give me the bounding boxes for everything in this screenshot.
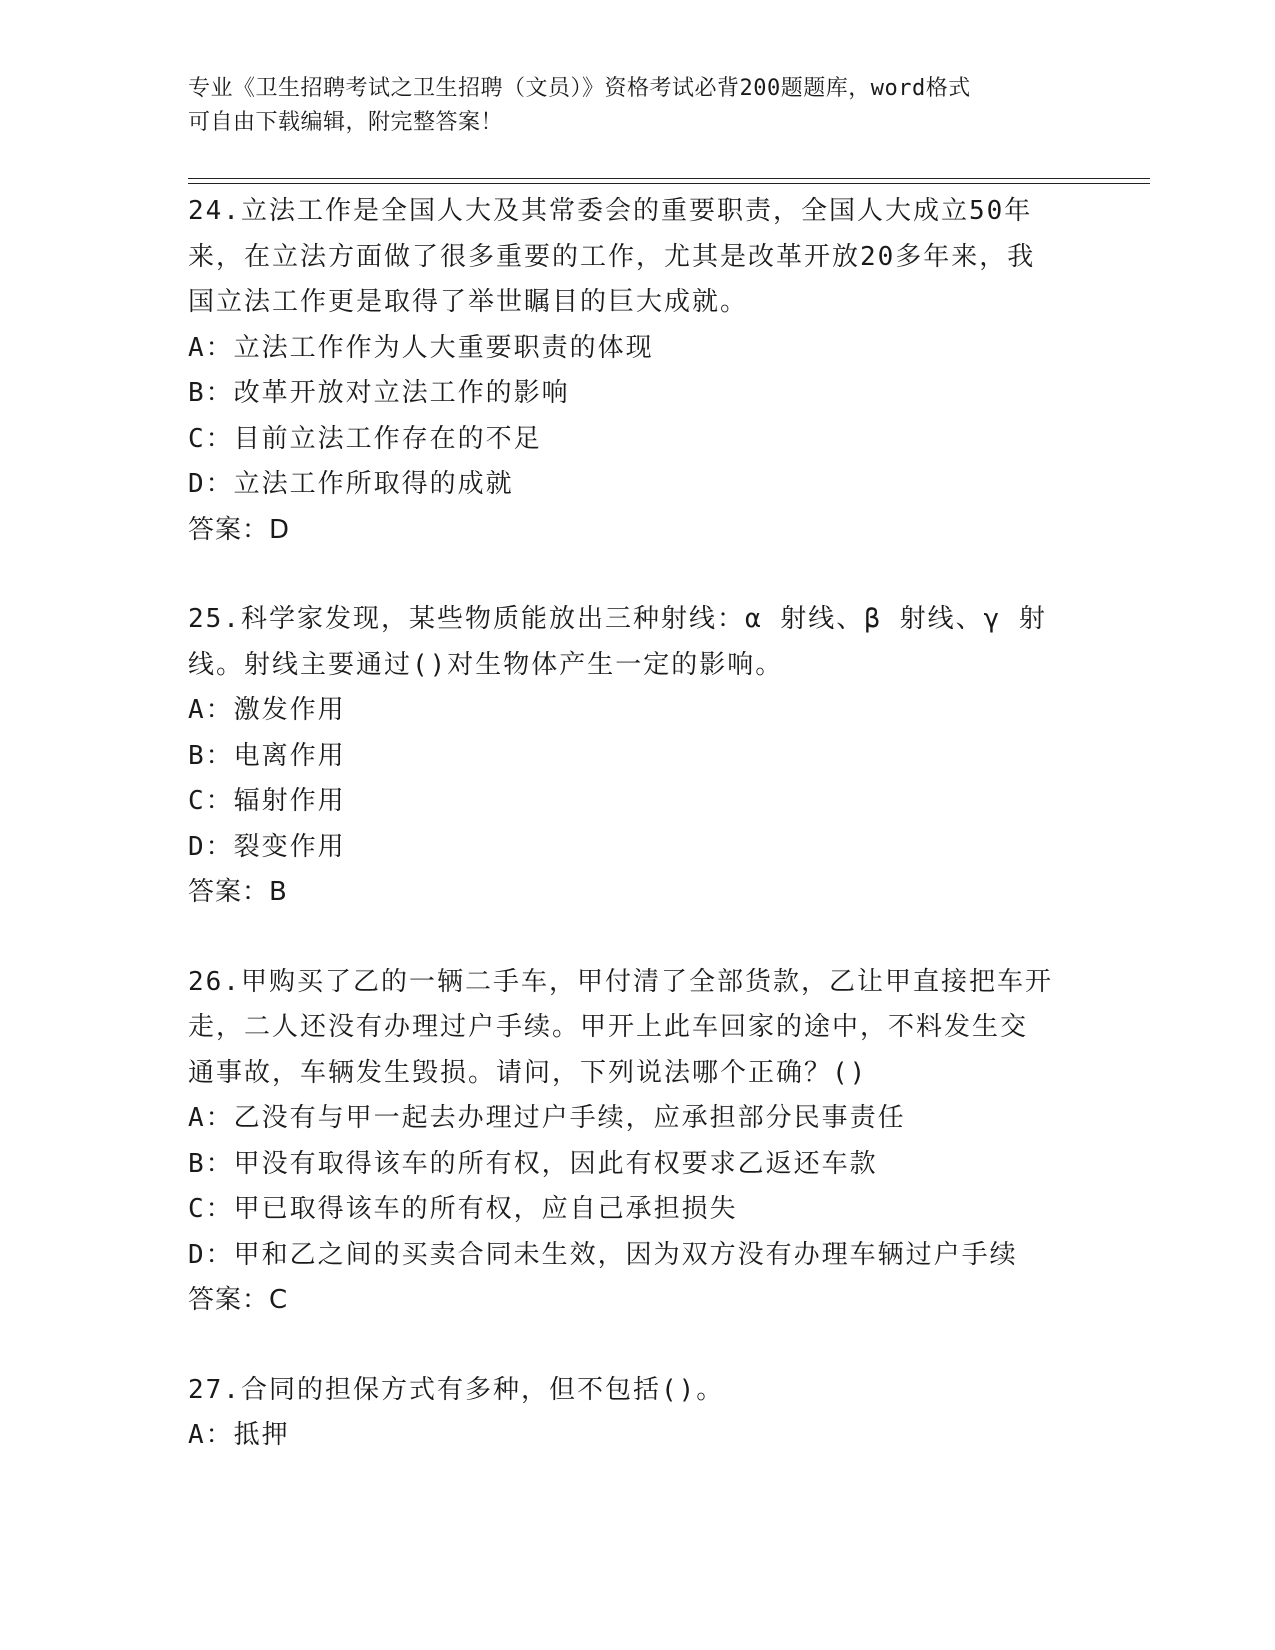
- header-rule-top: [188, 178, 1150, 179]
- option-c: C：辐射作用: [188, 786, 346, 816]
- option-d: D：裂变作用: [188, 831, 346, 862]
- question-24: [188, 189, 1088, 553]
- header-line-1: 专业《卫生招聘考试之卫生招聘（文员）》资格考试必背200题题库，word格式: [188, 76, 971, 101]
- option-b: B：改革开放对立法工作的影响: [188, 378, 570, 408]
- header-line-2: 可自由下载编辑，附完整答案！: [188, 110, 504, 135]
- answer-label: 答案：B: [188, 877, 288, 907]
- option-d: D：立法工作所取得的成就: [188, 469, 514, 499]
- option-a: A：乙没有与甲一起去办理过户手续，应承担部分民事责任: [188, 1103, 906, 1133]
- question-stem-line: 26.甲购买了乙的一辆二手车，甲付清了全部货款，乙让甲直接把车开: [188, 966, 1053, 997]
- header-rule-bottom: [188, 183, 1150, 184]
- question-25: [188, 597, 1088, 916]
- question-stem-line: 走，二人还没有办理过户手续。甲开上此车回家的途中，不料发生交: [188, 1012, 1029, 1042]
- question-stem-line: 通事故，车辆发生毁损。请问，下列说法哪个正确？(): [188, 1057, 868, 1088]
- question-stem-line: 国立法工作更是取得了举世瞩目的巨大成就。: [188, 287, 749, 317]
- option-c: C：目前立法工作存在的不足: [188, 423, 542, 454]
- option-b: B：甲没有取得该车的所有权，因此有权要求乙返还车款: [188, 1148, 878, 1179]
- option-a: A：抵押: [188, 1420, 290, 1450]
- document-header: [188, 72, 1068, 140]
- answer-label: 答案：D: [188, 514, 291, 545]
- question-stem-line: 来，在立法方面做了很多重要的工作，尤其是改革开放20多年来，我: [188, 241, 1036, 272]
- option-a: A：激发作用: [188, 695, 346, 725]
- option-b: B：电离作用: [188, 740, 346, 771]
- question-stem-line: 24.立法工作是全国人大及其常委会的重要职责，全国人大成立50年: [188, 196, 1033, 226]
- option-c: C：甲已取得该车的所有权，应自己承担损失: [188, 1194, 738, 1224]
- question-stem-line: 线。射线主要通过()对生物体产生一定的影响。: [188, 649, 784, 680]
- option-a: A：立法工作作为人大重要职责的体现: [188, 332, 654, 363]
- option-d: D：甲和乙之间的买卖合同未生效，因为双方没有办理车辆过户手续: [188, 1239, 1018, 1270]
- question-27: [188, 1368, 1088, 1459]
- question-stem-line: 27.合同的担保方式有多种，但不包括()。: [188, 1374, 725, 1405]
- question-stem-line: 25.科学家发现，某些物质能放出三种射线：α 射线、β 射线、γ 射: [188, 604, 1047, 634]
- question-list: [188, 189, 1088, 1503]
- answer-label: 答案：C: [188, 1285, 289, 1315]
- question-26: [188, 960, 1088, 1324]
